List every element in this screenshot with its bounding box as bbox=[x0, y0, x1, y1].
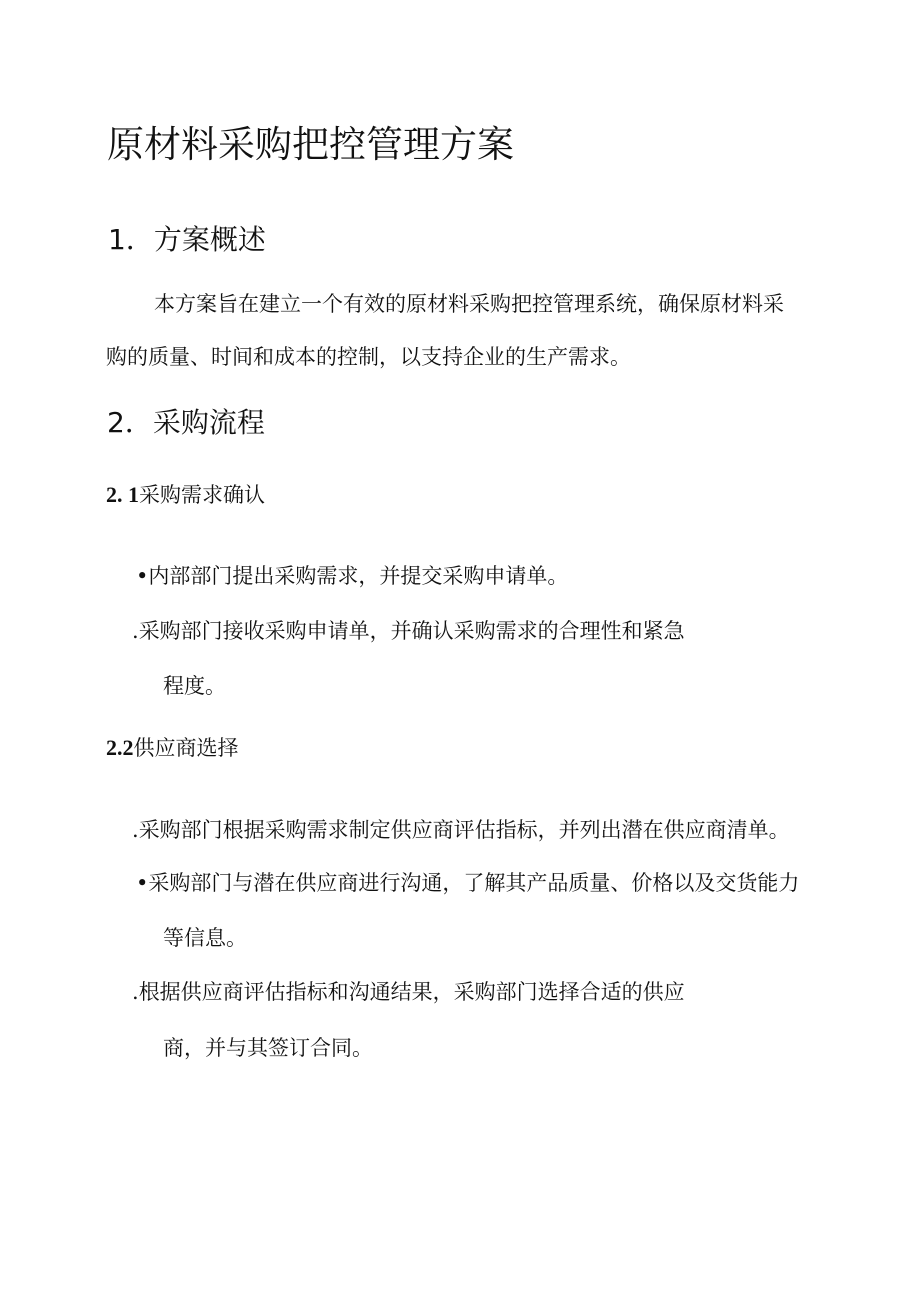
list-item-continuation: 商，并与其签订合同。 bbox=[163, 1036, 373, 1060]
list-item-continuation: 程度。 bbox=[163, 674, 226, 698]
section-1-paragraph-line-2: 购的质量、时间和成本的控制，以支持企业的生产需求。 bbox=[106, 345, 631, 369]
subsection-2-2-number: 2.2 bbox=[106, 735, 134, 760]
list-item bbox=[136, 867, 799, 897]
section-1-paragraph-line-1: 本方案旨在建立一个有效的原材料采购把控管理系统，确保原材料采 bbox=[154, 292, 784, 316]
list-item bbox=[132, 976, 685, 1006]
bullet-marker: . bbox=[132, 619, 139, 643]
list-item-text: 采购部门根据采购需求制定供应商评估指标，并列出潜在供应商清单。 bbox=[138, 818, 790, 842]
list-item-text: 内部部门提出采购需求，并提交采购申请单。 bbox=[148, 564, 569, 588]
list-item-text: 采购部门与潜在供应商进行沟通，了解其产品质量、价格以及交货能力 bbox=[148, 871, 800, 895]
section-1-number: 1． bbox=[108, 223, 154, 256]
section-2-number: 2． bbox=[107, 406, 153, 439]
subsection-2-1-title: 采购需求确认 bbox=[139, 483, 265, 507]
bullet-marker: . bbox=[132, 818, 139, 842]
document-title: 原材料采购把控管理方案 bbox=[107, 123, 514, 166]
bullet-marker: • bbox=[136, 871, 149, 895]
list-item-continuation: 等信息。 bbox=[163, 926, 247, 950]
section-1-title: 方案概述 bbox=[153, 223, 266, 256]
list-item-text: 采购部门接收采购申请单，并确认采购需求的合理性和紧急 bbox=[138, 619, 685, 643]
subsection-2-2-title: 供应商选择 bbox=[133, 736, 239, 760]
list-item bbox=[132, 814, 790, 844]
list-item bbox=[132, 615, 685, 645]
subsection-2-1-number: 2. 1 bbox=[106, 482, 139, 507]
subsection-2-1-heading bbox=[106, 479, 265, 509]
section-2-heading bbox=[107, 401, 265, 441]
list-item bbox=[136, 560, 568, 590]
bullet-marker: . bbox=[132, 980, 139, 1004]
list-item-text: 根据供应商评估指标和沟通结果，采购部门选择合适的供应 bbox=[138, 980, 685, 1004]
section-1-heading bbox=[108, 218, 266, 258]
subsection-2-2-heading bbox=[106, 732, 239, 762]
section-2-title: 采购流程 bbox=[152, 406, 265, 439]
bullet-marker: • bbox=[136, 564, 149, 588]
